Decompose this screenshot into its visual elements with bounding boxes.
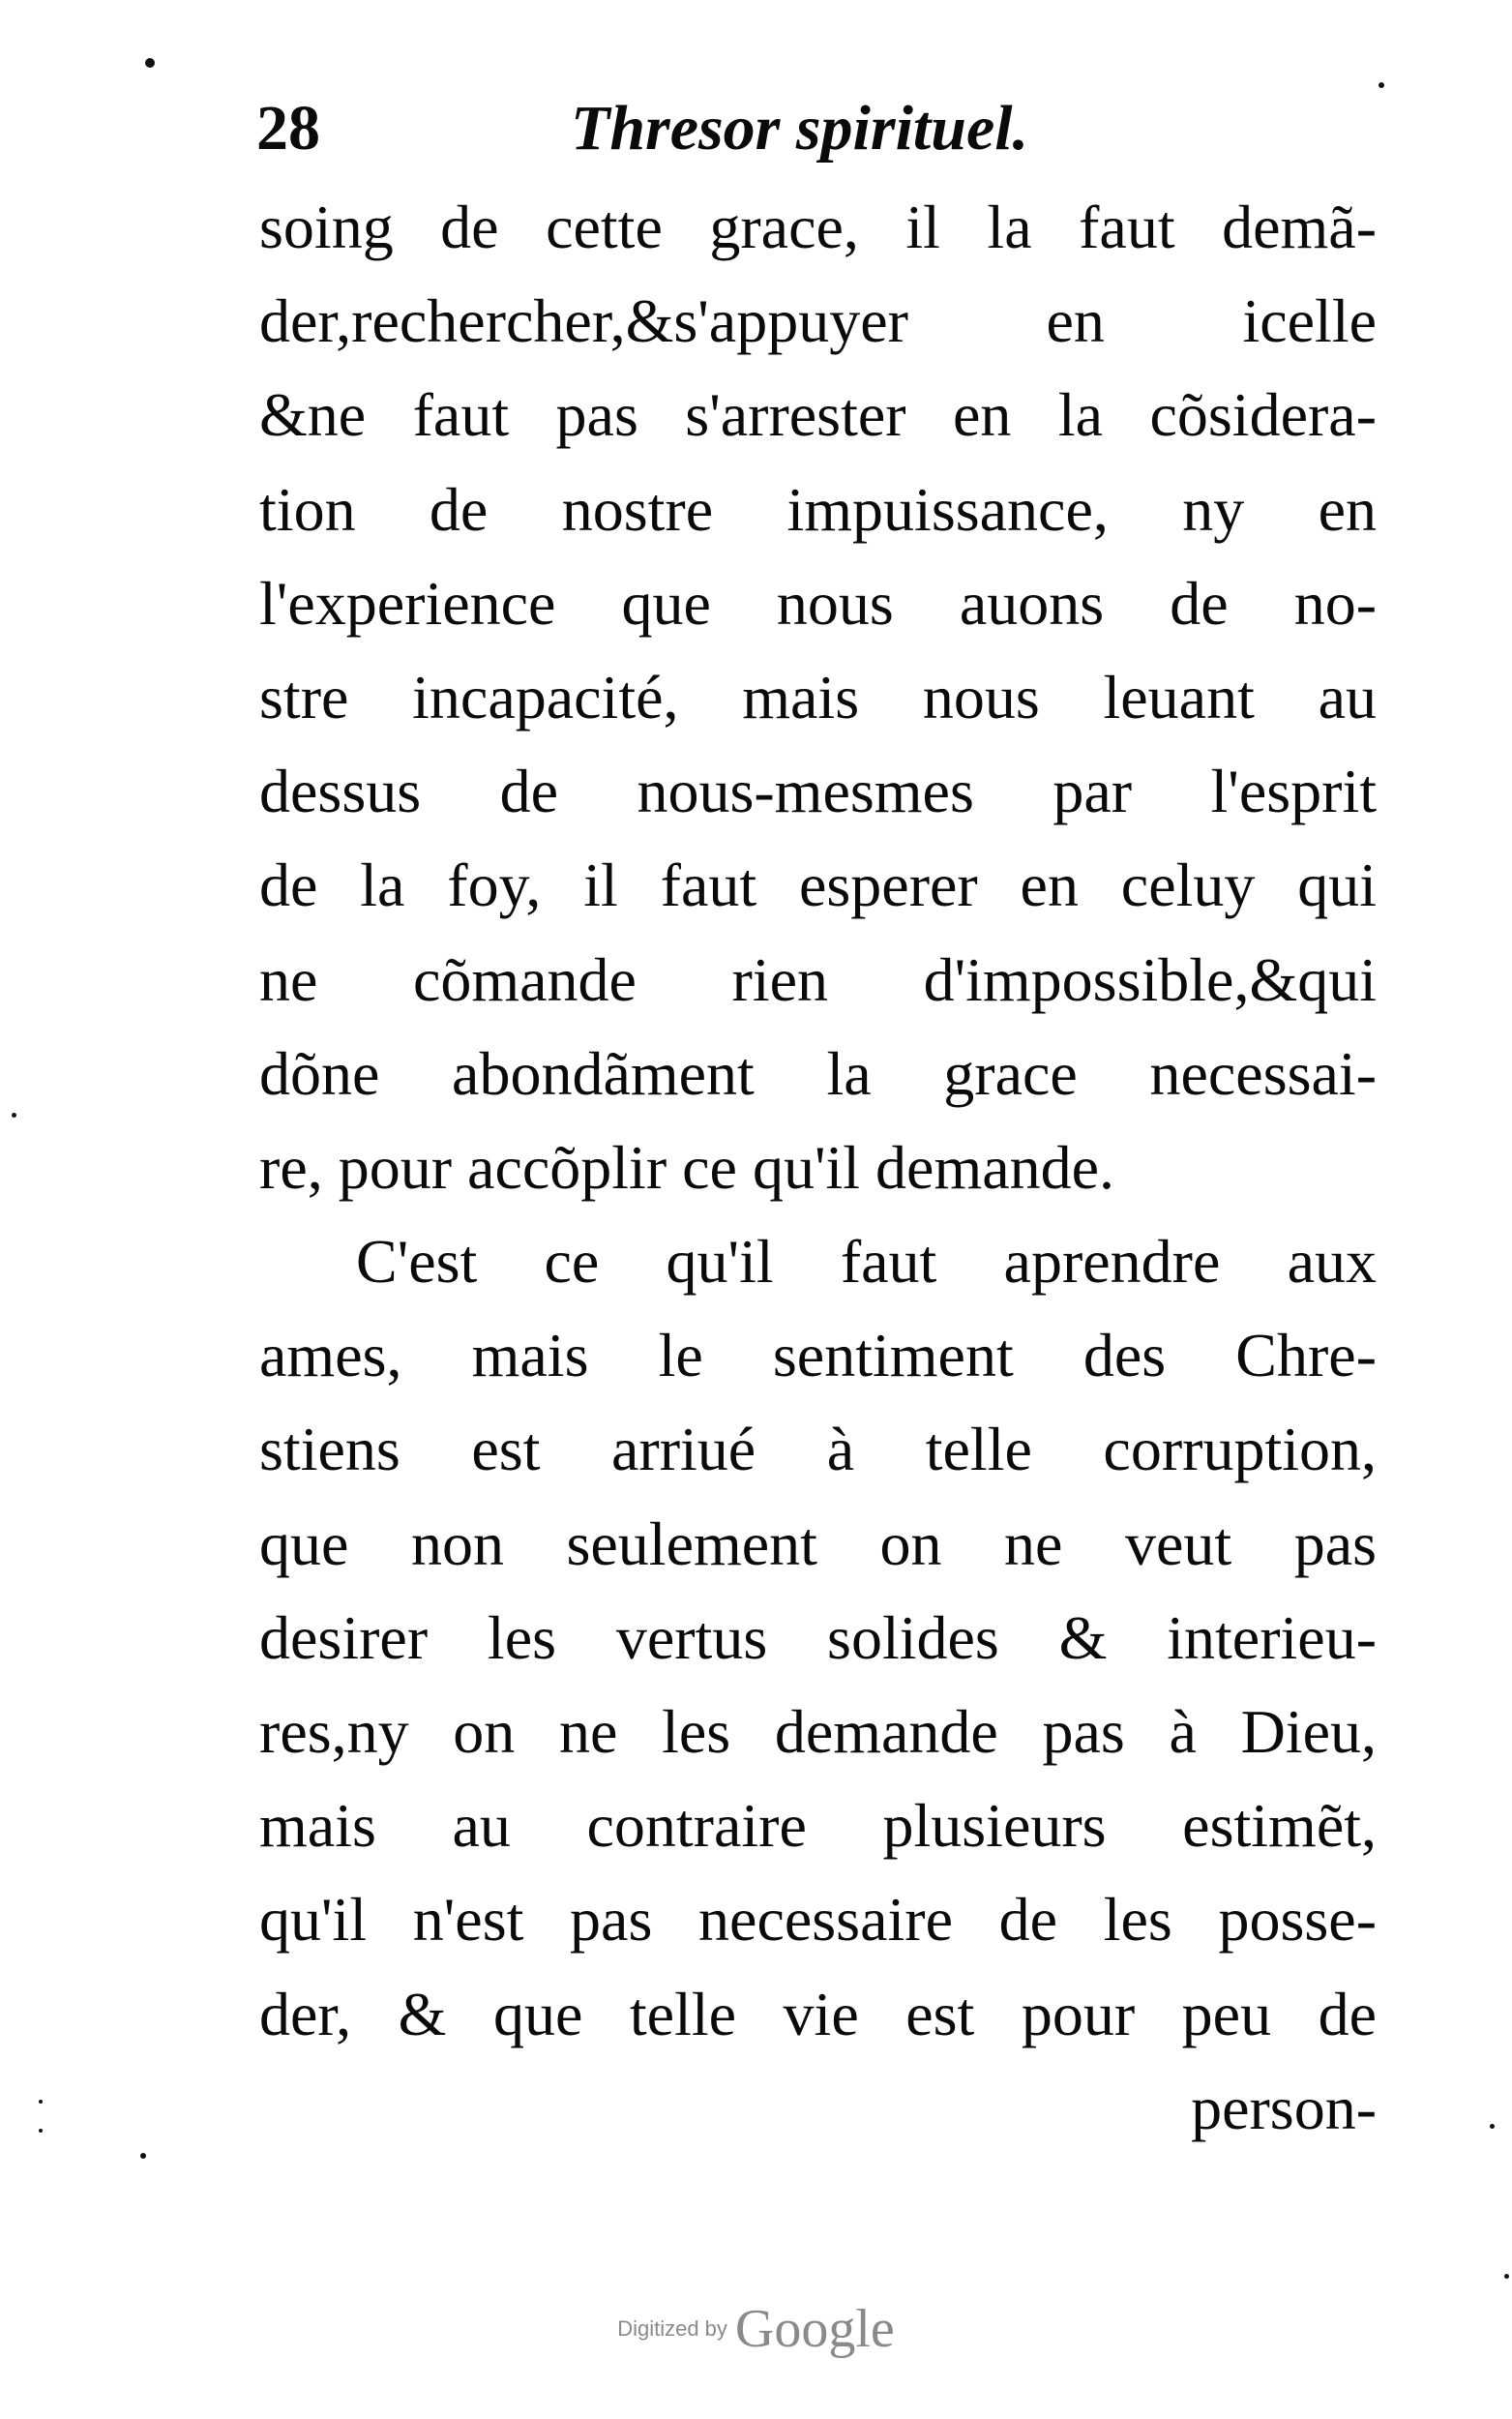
text-line: que non seulement on ne veut pas (259, 1508, 1377, 1578)
text-line: de la foy, il faut esperer en celuy qui (259, 851, 1377, 920)
running-head: Thresor spirituel. (571, 93, 1029, 164)
watermark-brand: Google (734, 2299, 895, 2359)
scan-speck (1490, 2124, 1495, 2129)
text-line: mais au contraire plusieurs estimẽt, (259, 1791, 1377, 1861)
page-number: 28 (256, 93, 320, 164)
catchword: person- (1191, 2073, 1377, 2142)
watermark-prefix: Digitized by (617, 2316, 727, 2341)
scan-speck (1504, 2274, 1509, 2279)
text-line: dessus de nous-mesmes par l'esprit (259, 757, 1377, 826)
page-header (256, 85, 1369, 172)
scan-speck (39, 2100, 43, 2104)
text-line-paragraph-start: C'est ce qu'il faut aprendre aux (356, 1227, 1377, 1297)
scan-speck (1379, 82, 1384, 88)
text-line: stiens est arriué à telle corruption, (259, 1415, 1377, 1484)
body-text (259, 180, 1377, 2155)
text-line: ames, mais le sentiment des Chre- (259, 1321, 1377, 1390)
text-line: l'experience que nous auons de no- (259, 568, 1377, 638)
scan-speck (39, 2129, 43, 2133)
scan-speck (140, 2153, 146, 2159)
text-line: qu'il n'est pas necessaire de les posse- (259, 1885, 1377, 1955)
scan-speck (12, 1113, 16, 1118)
digitized-watermark (0, 2298, 1512, 2360)
text-line: tion de nostre impuissance, ny en (259, 474, 1377, 544)
text-line: soing de cette grace, il la faut demã- (259, 193, 1377, 261)
text-line: &ne faut pas s'arrester en la cõsidera- (259, 380, 1377, 450)
text-line: desirer les vertus solides & interieu- (259, 1602, 1377, 1672)
text-line: der, & que telle vie est pour peu de (259, 1979, 1377, 2048)
text-line: dõne abondãment la grace necessai- (259, 1038, 1377, 1108)
text-line: res,ny on ne les demande pas à Dieu, (259, 1697, 1377, 1766)
text-line: ne cõmande rien d'impossible,&qui (259, 944, 1377, 1014)
text-line-paragraph-end: re, pour accõplir ce qu'il demande. (259, 1132, 1115, 1202)
text-line: stre incapacité, mais nous leuant au (259, 662, 1377, 732)
scan-speck (145, 58, 155, 68)
text-line: der,rechercher,&s'appuyer en icelle (259, 286, 1377, 356)
